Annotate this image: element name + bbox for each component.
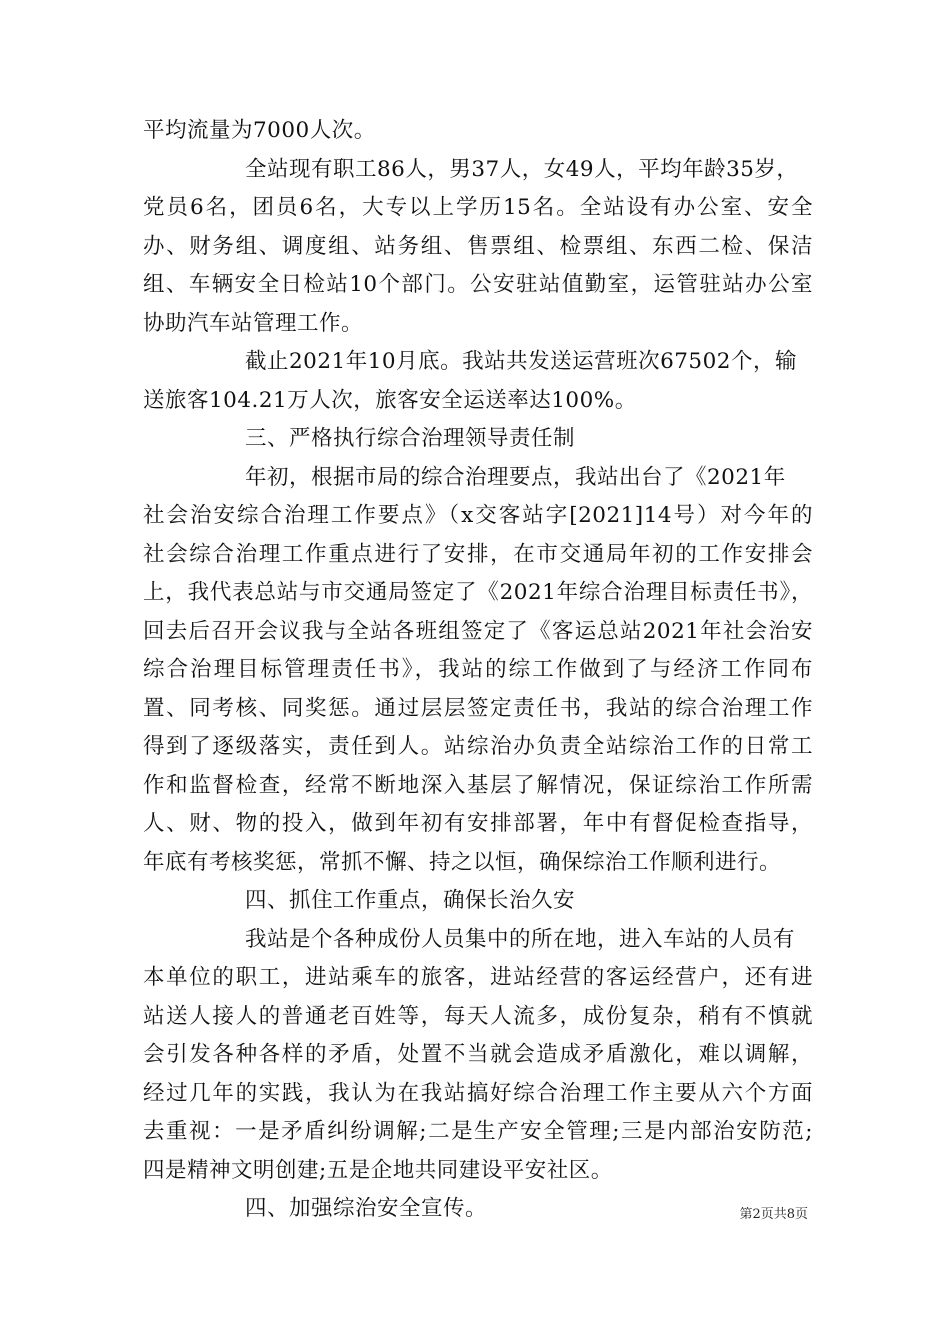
page-number: 第2页共8页	[739, 1207, 808, 1222]
paragraph-line: 去重视：一是矛盾纠纷调解;二是生产安全管理;三是内部治安防范;	[143, 1119, 813, 1144]
paragraph-line: 截止2021年10月底。我站共发送运营班次67502个，输	[245, 349, 797, 374]
document-body	[143, 112, 813, 1229]
paragraph-line: 送旅客104.21万人次，旅客安全运送率达100%。	[143, 387, 637, 413]
paragraph-line: 站送人接人的普通老百姓等，每天人流多，成份复杂，稍有不慎就	[143, 1003, 813, 1029]
paragraph-line: 年底有考核奖惩，常抓不懈、持之以恒，确保综治工作顺利进行。	[143, 849, 782, 875]
paragraph-line: 我站是个各种成份人员集中的所在地，进入车站的人员有	[245, 926, 796, 952]
paragraph-line: 上，我代表总站与市交通局签定了《2021年综合治理目标责任书》，	[143, 580, 813, 605]
paragraph-line: 组、车辆安全日检站10个部门。公安驻站值勤室，运管驻站办公室	[143, 272, 813, 297]
paragraph-line: 年初，根据市局的综合治理要点，我站出台了《2021年	[245, 464, 786, 490]
paragraph-line: 党员6名，团员6名，大专以上学历15名。全站设有办公室、安全	[143, 195, 813, 220]
paragraph-line: 置、同考核、同奖惩。通过层层签定责任书，我站的综合治理工作	[143, 695, 813, 721]
paragraph-line: 本单位的职工，进站乘车的旅客，进站经营的客运经营户，还有进	[143, 965, 813, 990]
paragraph-line: 得到了逐级落实，责任到人。站综治办负责全站综治工作的日常工	[143, 734, 813, 759]
paragraph-line: 综合治理目标管理责任书》，我站的综工作做到了与经济工作同布	[143, 657, 813, 682]
paragraph-line: 办、财务组、调度组、站务组、售票组、检票组、东西二检、保洁	[143, 233, 813, 259]
section-heading: 四、抓住工作重点，确保长治久安	[245, 888, 576, 913]
paragraph-line: 协助汽车站管理工作。	[143, 310, 364, 336]
paragraph-line: 社会治安综合治理工作要点》（x交客站字[2021]14号）对今年的	[143, 503, 813, 528]
paragraph-line: 全站现有职工86人，男37人，女49人，平均年龄35岁，	[245, 156, 799, 182]
section-heading: 四、加强综治安全宣传。	[245, 1196, 488, 1221]
section-heading: 三、严格执行综合治理领导责任制	[245, 426, 576, 451]
paragraph-line: 平均流量为7000人次。	[143, 118, 376, 143]
paragraph-line: 回去后召开会议我与全站各班组签定了《客运总站2021年社会治安	[143, 618, 813, 644]
paragraph-line: 作和监督检查，经常不断地深入基层了解情况，保证综治工作所需	[143, 772, 813, 798]
paragraph-line: 社会综合治理工作重点进行了安排，在市交通局年初的工作安排会	[143, 541, 813, 567]
paragraph-line: 四是精神文明创建;五是企地共同建设平安社区。	[143, 1157, 613, 1183]
paragraph-line: 会引发各种各样的矛盾，处置不当就会造成矛盾激化，难以调解，	[143, 1042, 813, 1067]
paragraph-line: 经过几年的实践，我认为在我站搞好综合治理工作主要从六个方面	[143, 1080, 813, 1106]
paragraph-line: 人、财、物的投入，做到年初有安排部署，年中有督促检查指导，	[143, 811, 813, 836]
